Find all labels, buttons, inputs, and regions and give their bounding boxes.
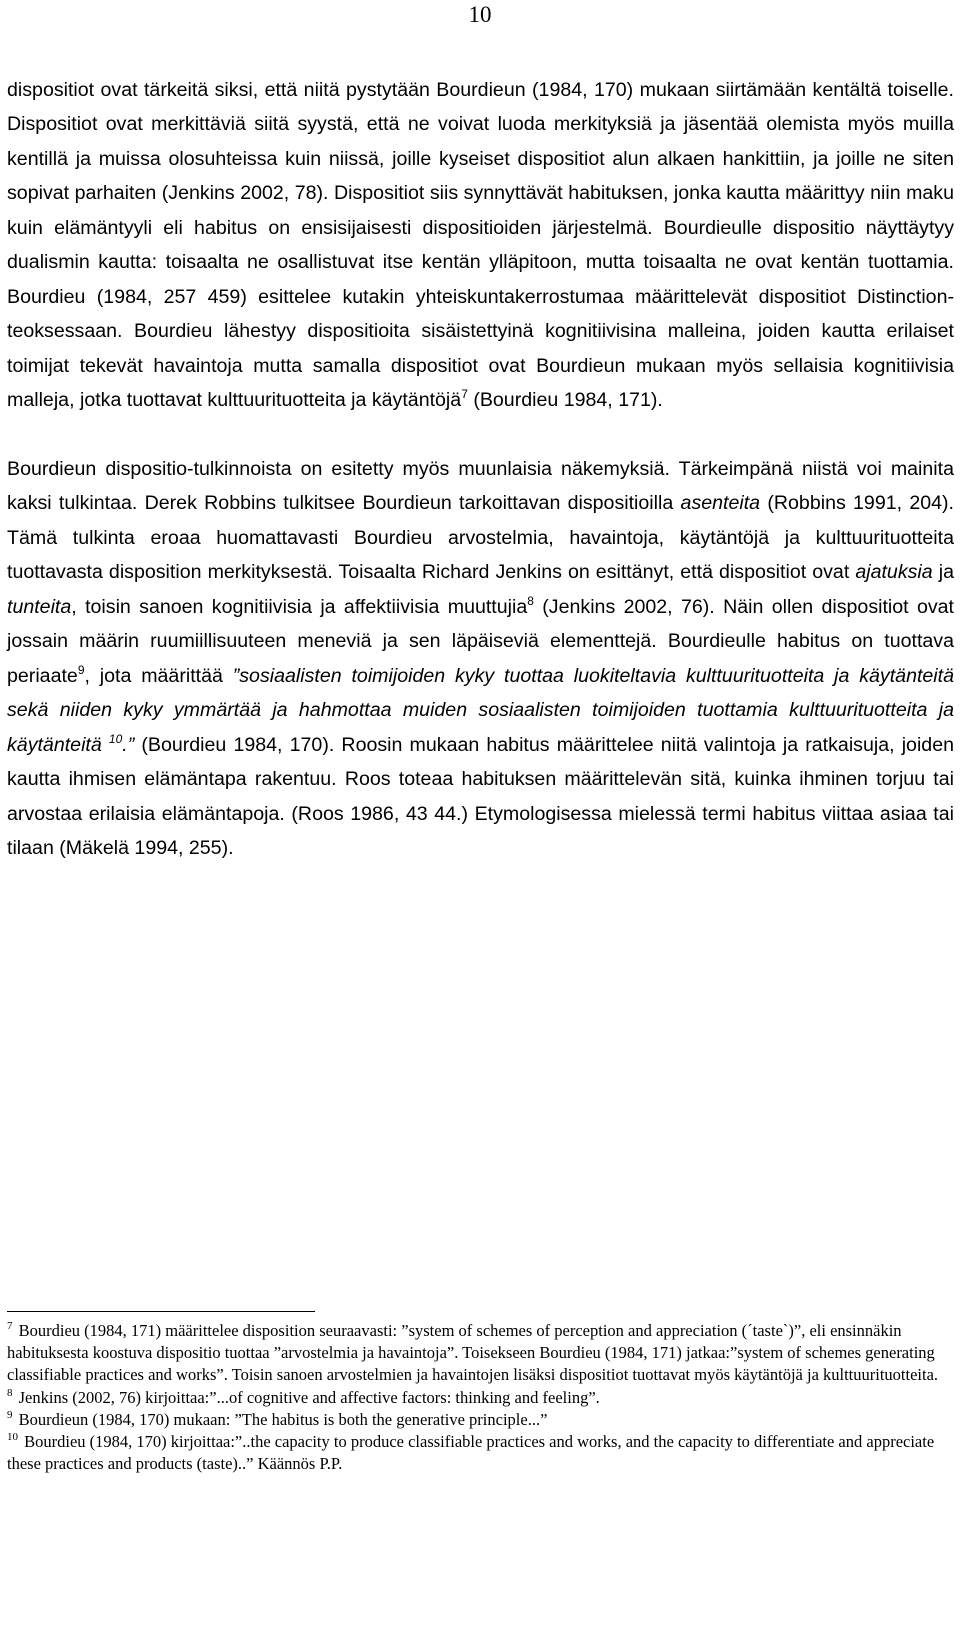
italic-text: ”sosiaalisten toimijoiden kyky tuottaa luokiteltavia kulttuurituotteita ja käytänteitä sekä niiden kyky ymmärtää ja hahmottaa muiden sosiaalisten toimijoiden tuottamia kulttuurituotteita ja käytänteitä	[7, 664, 954, 756]
text-run: dispositiot ovat tärkeitä siksi, että niitä pystytään Bourdieun (1984, 170) mukaan siirtämään kentältä toiselle. Dispositiot ovat merkittäviä siitä syystä, että ne voivat luoda merkityksiä ja jäsentää olemista myös muilla kentillä ja muissa olosuhteissa kuin niissä, joille kyseiset dispositiot alun alkaen hankittiin, ja joille ne siten sopivat parhaiten (Jenkins 2002, 78). Dispositiot siis synnyttävät habituksen, jonka kautta määrittyy niin maku kuin elämäntyyli eli habitus on ensisijaisesti dispositioiden järjestelmä. Bourdieulle dispositio näyttäytyy dualismin kautta: toisaalta ne osallistuvat itse kentän ylläpitoon, mutta toisaalta ne ovat kentän tuottamia. Bourdieu (1984, 257 459) esittelee kutakin yhteiskuntakerrostumaa määrittelevät dispositiot Distinction-teoksessaan. Bourdieu lähestyy dispositioita sisäistettyinä kognitiivisina malleina, joiden kautta erilaiset toimijat tekevät havaintoja mutta samalla dispositiot ovat Bourdieun mukaan myös sellaisia kognitiivisia malleja, jotka tuottavat kulttuurituotteita ja käytäntöjä	[7, 79, 954, 412]
footnote-text: Jenkins (2002, 76) kirjoittaa:”...of cognitive and affective factors: thinking and feeling”.	[14, 1387, 600, 1407]
footnote-marker: 10	[7, 1431, 18, 1444]
footnote-separator	[7, 1311, 315, 1312]
footnote-8	[7, 1387, 954, 1409]
text-run: ja	[932, 561, 954, 584]
footnote-text: Bourdieu (1984, 170) kirjoittaa:”..the capacity to produce classifiable practices and works, and the capacity to differentiate and appreciate these practices and products (taste)..” Käännös P.P.	[7, 1432, 935, 1474]
text-run: , toisin sanoen kognitiivisia ja affektiivisia muuttujia	[71, 595, 528, 618]
footnote-10	[7, 1431, 954, 1475]
text-run: , jota määrittää	[84, 664, 233, 687]
footnotes	[7, 1320, 954, 1475]
footnote-reference: 7	[461, 387, 468, 402]
footnote-9	[7, 1409, 954, 1431]
paragraph	[7, 452, 954, 865]
footnote-marker: 8	[7, 1386, 13, 1399]
text-run: (Bourdieu 1984, 170). Roosin mukaan habitus määrittelee niitä valintoja ja ratkaisuja, joiden kautta ihmisen elämäntapa rakentuu. Roos toteaa habituksen määrittelevän sitä, kuinka ihminen torjuu tai arvostaa erilaisia elämäntapoja. (Roos 1986, 43 44.) Etymologisessa mielessä termi habitus viittaa asiaa tai tilaan (Mäkelä 1994, 255).	[7, 733, 954, 859]
paragraph	[7, 73, 954, 418]
footnote-text: Bourdieu (1984, 171) määrittelee disposition seuraavasti: ”system of schemes of perception and appreciation (´taste`)”, eli ensinnäkin habituksesta koostuva dispositio tuottaa ”arvostelmia ja havaintoja”. Toisekseen Bourdieu (1984, 171) jatkaa:”system of schemes generating classifiable practices and works”. Toisin sanoen arvostelmien ja havaintojen lisäksi dispositiot tuottavat myös käytäntöjä ja kulttuurituotteita.	[7, 1321, 939, 1385]
footnote-reference: 10	[108, 731, 123, 746]
body-text	[7, 73, 954, 865]
footnote-7	[7, 1320, 954, 1387]
text-run: (Bourdieu 1984, 171).	[467, 389, 663, 412]
footnote-marker: 7	[7, 1320, 13, 1332]
footnote-text: Bourdieun (1984, 170) mukaan: ”The habitus is both the generative principle...”	[14, 1409, 548, 1429]
italic-text: tunteita	[7, 595, 72, 618]
italic-text: asenteita	[680, 492, 761, 515]
italic-text: ajatuksia	[855, 561, 933, 584]
footnote-marker: 9	[7, 1408, 13, 1421]
page-number: 10	[468, 2, 492, 27]
italic-text: .”	[122, 733, 135, 756]
text-run: Bourdieun dispositio-tulkinnoista on esitetty myös muunlaisia näkemyksiä. Tärkeimpänä niistä voi mainita kaksi tulkintaa. Derek Robbins tulkitsee Bourdieun tarkoittavan dispositioilla	[7, 457, 954, 515]
text-run: (Jenkins 2002, 76). Näin ollen dispositiot ovat jossain määrin ruumiillisuuteen meneviä ja sen läpäiseviä elementtejä. Bourdieulle habitus on tuottava periaate	[7, 595, 954, 687]
footnote-reference: 9	[77, 662, 85, 677]
text-run: (Robbins 1991, 204). Tämä tulkinta eroaa huomattavasti Bourdieu arvostelmia, havaintoja, käytäntöjä ja kulttuurituotteita tuottavasta disposition merkityksestä. Toisaalta Richard Jenkins on esittänyt, että dispositiot ovat	[7, 492, 954, 584]
footnote-reference: 8	[527, 593, 534, 608]
